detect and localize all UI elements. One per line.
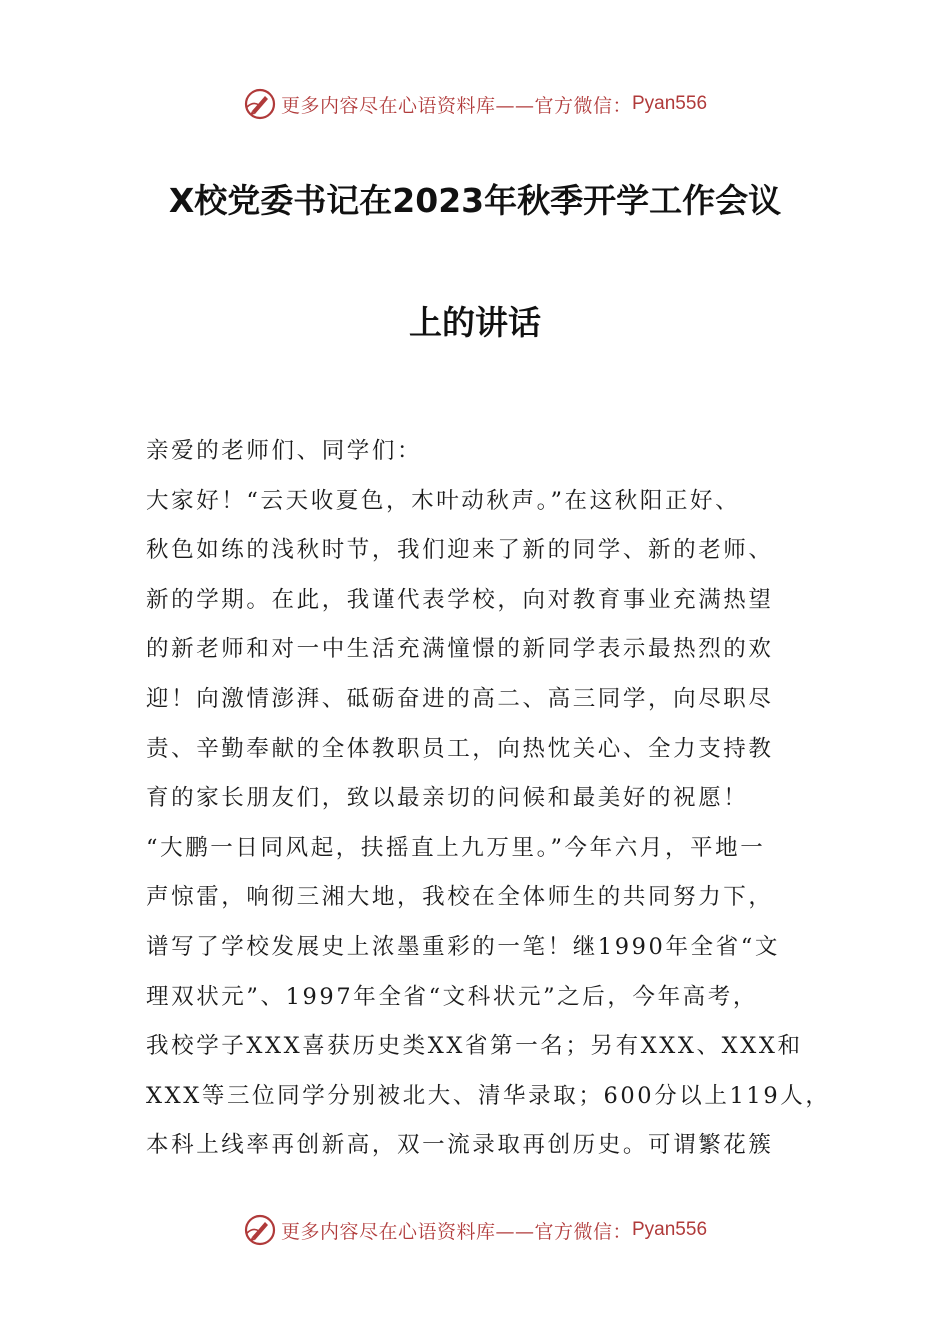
pen-logo-icon xyxy=(243,87,277,121)
body-line: 迎！向激情澎湃、砥砺奋进的高二、高三同学，向尽职尽 xyxy=(146,685,774,712)
body-line: 大家好！“云天收夏色，木叶动秋声。”在这秋阳正好、 xyxy=(146,487,741,514)
document-title-line-1: X校党委书记在2023年秋季开学工作会议 xyxy=(168,181,782,220)
body-line: 的新老师和对一中生活充满憧憬的新同学表示最热烈的欢 xyxy=(146,636,774,663)
body-line: 责、辛勤奉献的全体教职员工，向热忱关心、全力支持教 xyxy=(146,735,774,762)
body-line: 亲爱的老师们、同学们： xyxy=(146,438,423,464)
body-line: 秋色如练的浅秋时节，我们迎来了新的同学、新的老师、 xyxy=(146,537,774,564)
body-line: “大鹏一日同风起，扶摇直上九万里。”今年六月，平地一 xyxy=(146,834,766,861)
footer-watermark xyxy=(0,1210,950,1250)
watermark-wechat-id: Pyan556 xyxy=(632,1219,708,1240)
watermark-text: 更多内容尽在心语资料库——官方微信： xyxy=(280,1220,632,1243)
body-line: 理双状元”、1997年全省“文科状元”之后，今年高考， xyxy=(146,983,758,1010)
header-watermark xyxy=(0,84,950,124)
watermark-text: 更多内容尽在心语资料库——官方微信： xyxy=(280,94,632,117)
speech-body xyxy=(146,427,831,1171)
document-title-line-2: 上的讲话 xyxy=(409,303,541,342)
body-line: 谱写了学校发展史上浓墨重彩的一笔！继1990年全省“文 xyxy=(146,933,780,960)
body-line: 声惊雷，响彻三湘大地，我校在全体师生的共同努力下， xyxy=(146,884,774,911)
body-line: XXX等三位同学分别被北大、清华录取；600分以上119人， xyxy=(146,1082,831,1109)
watermark-wechat-id: Pyan556 xyxy=(632,93,708,114)
body-line: 本科上线率再创新高，双一流录取再创历史。可谓繁花簇 xyxy=(146,1132,774,1159)
body-line: 我校学子XXX喜获历史类XX省第一名；另有XXX、XXX和 xyxy=(146,1033,803,1060)
pen-logo-icon xyxy=(243,1213,277,1247)
body-line: 新的学期。在此，我谨代表学校，向对教育事业充满热望 xyxy=(146,586,774,613)
body-line: 育的家长朋友们，致以最亲切的问候和最美好的祝愿！ xyxy=(146,785,749,812)
